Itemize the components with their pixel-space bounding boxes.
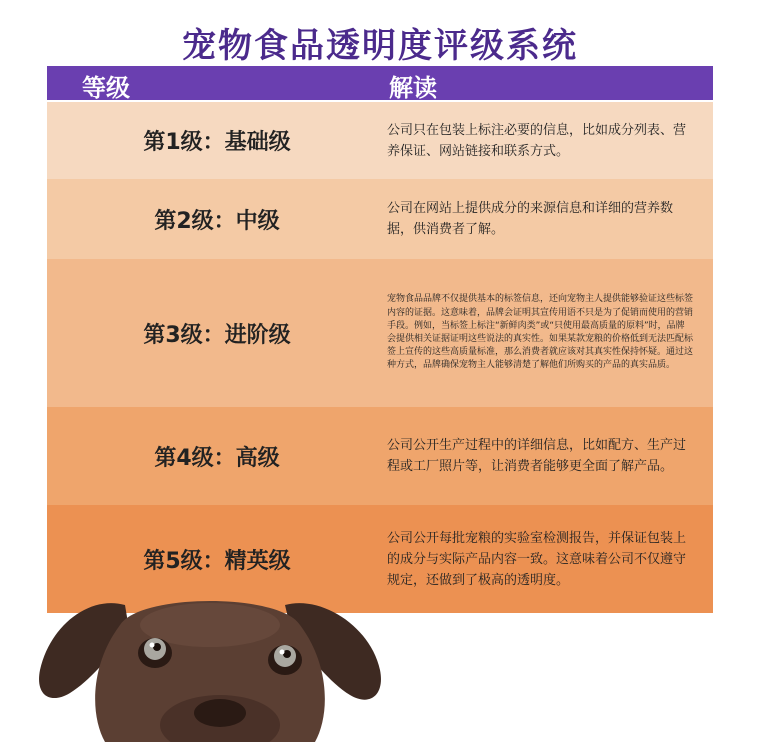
level-description: 公司公开生产过程中的详细信息，比如配方、生产过程或工厂照片等，让消费者能够更全面了解产品。 — [387, 438, 687, 474]
level-description: 宠物食品品牌不仅提供基本的标签信息，还向宠物主人提供能够验证这些标签内容的证据。这意味着，品牌会证明其宣传用语不只是为了促销而使用的营销手段。例如，当标签上标注“新鲜肉类”或“只使用最高质量的原料”时，品牌会提供相关证据证明这些说法的真实性。如果某款宠粮的价格低到无法匹配标签上宣传的这些高质量标准，那么消费者就应该对其真实性保持怀疑。通过这种方式，品牌确保宠物主人能够清楚了解他们所购买的产品的真实品质。 — [387, 294, 694, 371]
rating-table — [47, 102, 713, 613]
level-description: 公司在网站上提供成分的来源信息和详细的营养数据，供消费者了解。 — [387, 201, 674, 237]
level-label: 第2级：中级 — [154, 208, 280, 234]
page-title: 宠物食品透明度评级系统 — [182, 26, 578, 66]
level-description: 公司公开每批宠粮的实验室检测报告，并保证包装上的成分与实际产品内容一致。这意味着公司不仅遵守规定，还做到了极高的透明度。 — [387, 530, 687, 588]
table-row — [47, 102, 713, 179]
table-row — [47, 407, 713, 505]
table-header — [47, 66, 713, 100]
table-row — [47, 259, 713, 407]
header-level: 等级 — [82, 74, 130, 102]
level-label: 第5级：精英级 — [143, 548, 291, 574]
level-description: 公司只在包装上标注必要的信息，比如成分列表、营养保证、网站链接和联系方式。 — [387, 122, 687, 159]
level-label: 第4级：高级 — [154, 445, 280, 471]
header-interpretation: 解读 — [389, 74, 437, 102]
level-label: 第1级：基础级 — [143, 130, 291, 155]
level-label: 第3级：进阶级 — [143, 322, 291, 348]
table-row — [47, 179, 713, 259]
puppy-image — [30, 585, 390, 742]
